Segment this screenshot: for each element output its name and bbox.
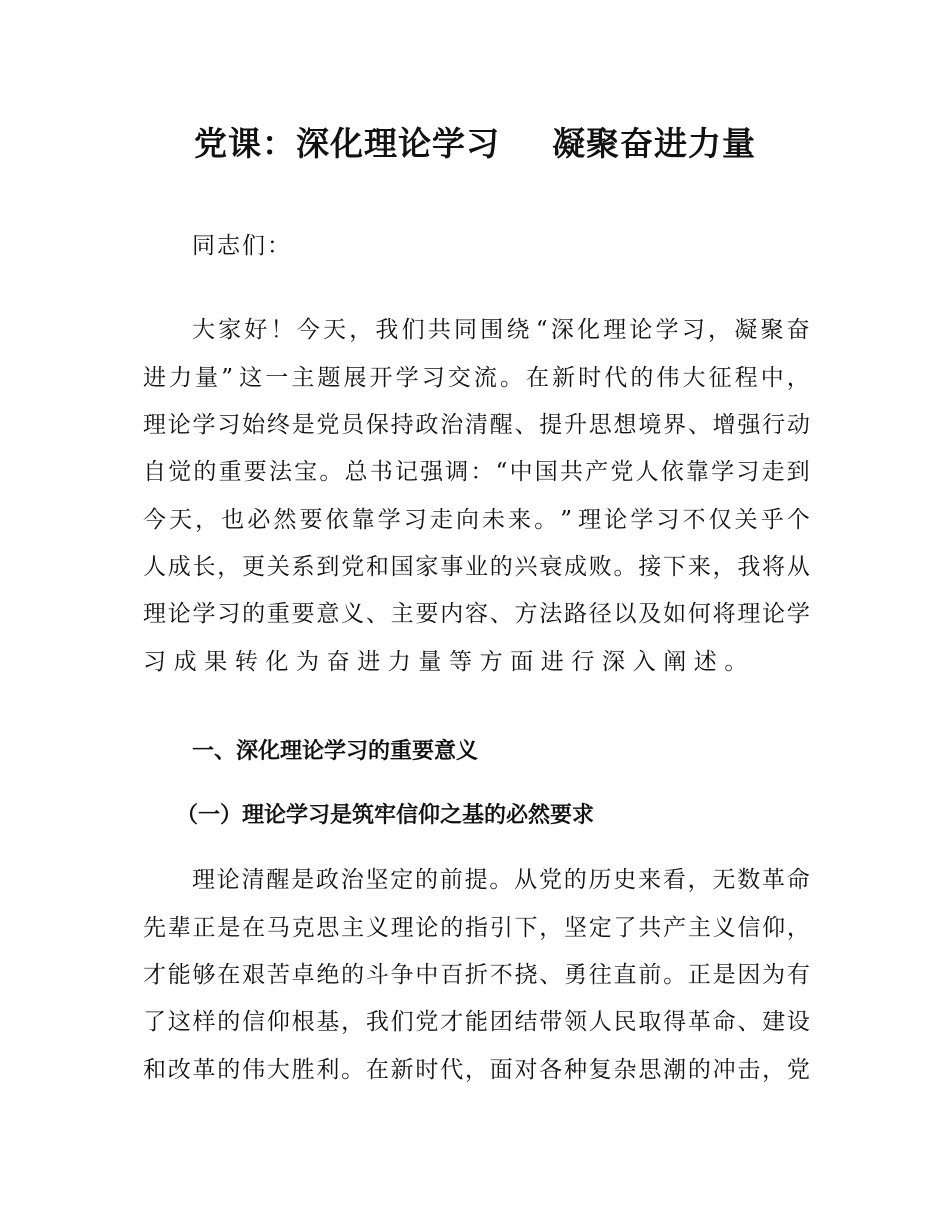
section-heading: 一、深化理论学习的重要意义	[192, 739, 479, 764]
title-part-1: 党课：深化理论学习	[194, 124, 500, 163]
greeting: 同志们：	[192, 233, 292, 259]
intro-line: 自 觉 的 重 要 法 宝 。 总 书 记 强 调 ： “ 中 国 共 产 党 人 依 靠 学 习 走 到	[143, 459, 810, 485]
title-part-2: 凝聚奋进力量	[552, 124, 756, 163]
subsection-heading: （一）理论学习是筑牢信仰之基的必然要求	[176, 803, 595, 828]
intro-line: 今 天 ， 也 必 然 要 依 靠 学 习 走 向 未 来 。 ” 理 论 学 习 不 仅 关 乎 个	[143, 507, 810, 533]
paragraph-line: 理 论 清 醒 是 政 治 坚 定 的 前 提 。 从 党 的 历 史 来 看 ， 无 数 革 命	[192, 867, 810, 893]
intro-line: 人 成 长 ， 更 关 系 到 党 和 国 家 事 业 的 兴 衰 成 败 。 接 下 来 ， 我 将 从	[143, 554, 810, 580]
document-title	[0, 118, 950, 165]
paragraph-line: 先 辈 正 是 在 马 克 思 主 义 理 论 的 指 引 下 ， 坚 定 了 共 产 主 义 信 仰 ，	[143, 915, 810, 941]
paragraph-line: 才 能 够 在 艰 苦 卓 绝 的 斗 争 中 百 折 不 挠 、 勇 往 直 前 。 正 是 因 为 有	[143, 962, 810, 988]
intro-line: 进 力 量 ” 这 一 主 题 展 开 学 习 交 流 。 在 新 时 代 的 伟 大 征 程 中 ，	[143, 365, 810, 391]
paragraph-line: 和 改 革 的 伟 大 胜 利 。 在 新 时 代 ， 面 对 各 种 复 杂 思 潮 的 冲 击 ， 党	[143, 1057, 810, 1083]
intro-line: 理 论 学 习 始 终 是 党 员 保 持 政 治 清 醒 、 提 升 思 想 境 界 、 增 强 行 动	[143, 412, 810, 438]
intro-line: 理 论 学 习 的 重 要 意 义 、 主 要 内 容 、 方 法 路 径 以 及 如 何 将 理 论 学	[143, 601, 810, 627]
intro-line: 大 家 好 ！ 今 天 ， 我 们 共 同 围 绕 “ 深 化 理 论 学 习 ， 凝 聚 奋	[192, 317, 810, 343]
intro-line: 习成果转化为奋进力量等方面进行深入阐述。	[143, 649, 755, 675]
paragraph-line: 了 这 样 的 信 仰 根 基 ， 我 们 党 才 能 团 结 带 领 人 民 取 得 革 命 、 建 设	[143, 1009, 810, 1035]
